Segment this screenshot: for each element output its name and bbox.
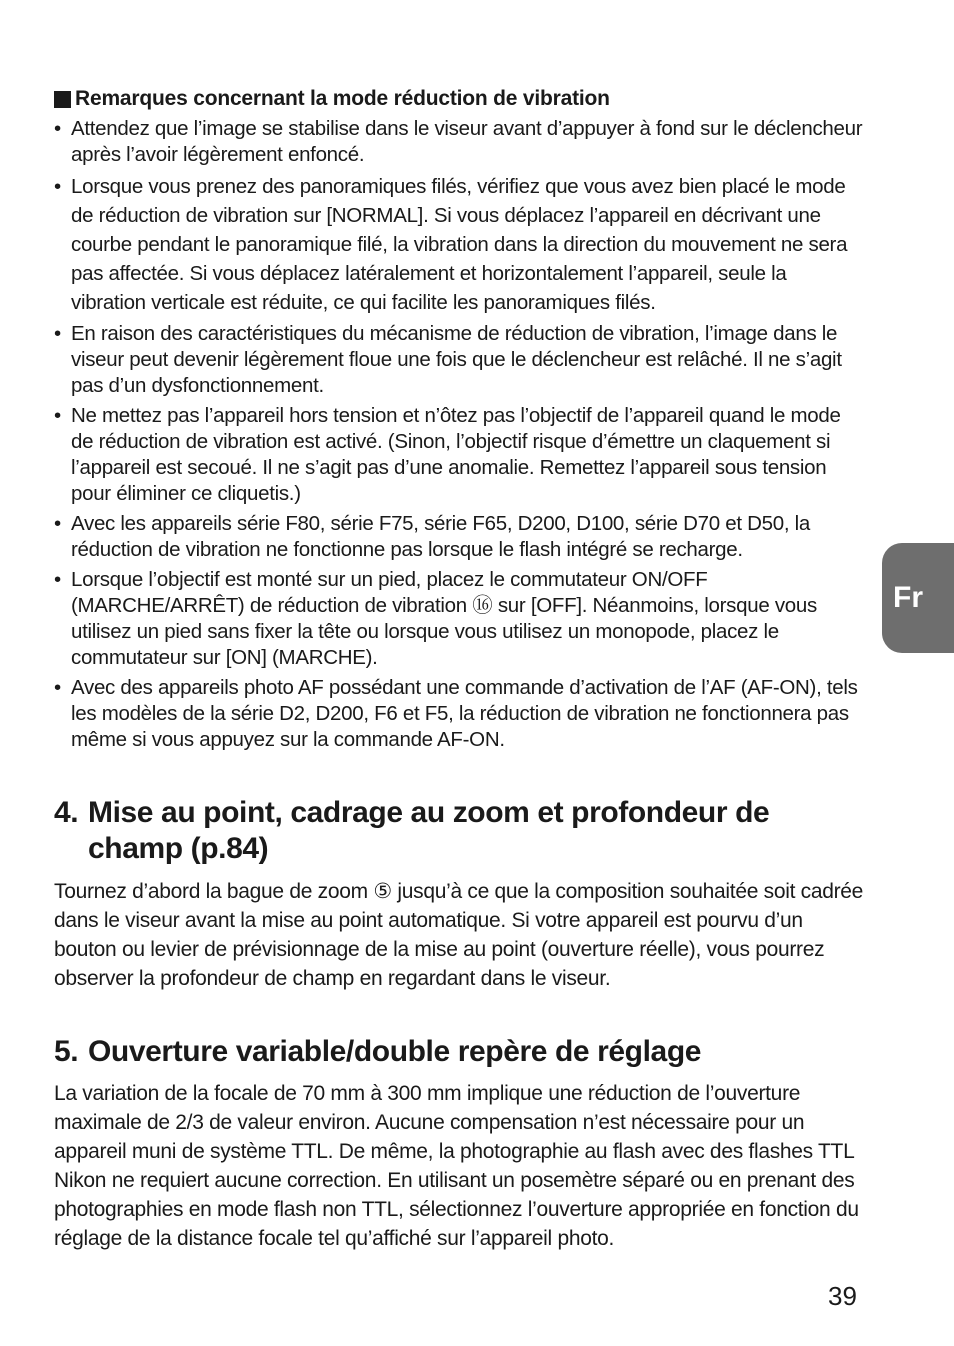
remarks-list — [54, 116, 866, 753]
remarks-item-text: Avec des appareils photo AF possédant une commande d’activation de l’AF (AF-ON), tels les modèles de la série D2, D200, F6 et F5, la réduction de vibration ne fonctionnera pas même si vous appuyez sur la commande AF-ON. — [71, 676, 858, 751]
remarks-item-text: Attendez que l’image se stabilise dans le viseur avant d’appuyer à fond sur le déclencheur après l’avoir légèrement enfoncé. — [71, 117, 863, 166]
section-5-heading — [54, 1034, 866, 1070]
remarks-item — [54, 116, 866, 168]
remarks-item — [54, 403, 866, 507]
remarks-item — [54, 511, 866, 563]
remarks-item-text: Avec les appareils série F80, série F75, série F65, D200, D100, série D70 et D50, la réduction de vibration ne fonctionne pas lorsque le flash intégré se recharge. — [71, 512, 810, 561]
remarks-item — [54, 567, 866, 671]
section-4-body: Tournez d’abord la bague de zoom ⑤ jusqu’à ce que la composition souhaitée soit cadrée dans le viseur avant la mise au point automatique. Si votre appareil est pourvu d’un bouton ou levier de prévisionnage de la mise au point (ouverture réelle), vous pourrez observer la profondeur de champ en regardant dans le viseur. — [54, 880, 864, 990]
section-4-heading — [54, 795, 866, 867]
remarks-item-text: Lorsque vous prenez des panoramiques filés, vérifiez que vous avez bien placé le mode de réduction de vibration sur [NORMAL]. Si vous déplacez l’appareil en décrivant une courbe pendant le panoramique filé, la vibration dans la direction du mouvement ne sera pas affectée. Si vous déplacez latéralement et horizontalement l’appareil, seule la vibration verticale est réduite, ce qui facilite les panoramiques filés. — [71, 175, 848, 314]
remarks-item-text: Lorsque l’objectif est monté sur un pied, placez le commutateur ON/OFF (MARCHE/ARRÊT) de réduction de vibration ⑯ sur [OFF]. Néanmoins, lorsque vous utilisez un pied sans fixer la tête ou lorsque vous utilisez un monopode, placez le commutateur sur [ON] (MARCHE). — [71, 568, 817, 669]
remarks-item-text: Ne mettez pas l’appareil hors tension et n’ôtez pas l’objectif de l’appareil quand le mode de réduction de vibration est activé. (Sinon, l’objectif risque d’émettre un claquement si l’appareil est secoué. Il ne s’agit pas d’une anomalie. Remettez l’appareil sous tension pour éliminer ce cliquetis.) — [71, 404, 841, 505]
remarks-item — [54, 172, 866, 317]
remarks-heading-text: Remarques concernant la mode réduction de vibration — [75, 87, 610, 110]
bullet-dot: • — [54, 322, 61, 345]
section-5-number: 5. — [54, 1035, 79, 1068]
language-tab — [882, 543, 954, 653]
remarks-item — [54, 675, 866, 753]
bullet-dot: • — [54, 512, 61, 535]
section-5-body: La variation de la focale de 70 mm à 300 mm implique une réduction de l’ouverture maximale de 2/3 de valeur environ. Aucune compensation n’est nécessaire pour un appareil muni de système TTL. De même, la photographie au flash avec des flashes TTL Nikon ne requiert aucune correction. En utilisant un posemètre séparé ou en prenant des photographies en mode flash non TTL, sélectionnez l’ouverture appropriée en fonction du réglage de la distance focale tel qu’affiché sur l’appareil photo. — [54, 1082, 859, 1250]
remarks-heading — [54, 86, 866, 112]
section-4-number: 4. — [54, 796, 79, 829]
black-square-icon — [54, 91, 71, 108]
section-4-title-line1: Mise au point, cadrage au zoom et profondeur de — [88, 796, 770, 829]
remarks-item — [54, 321, 866, 399]
bullet-dot: • — [54, 568, 61, 591]
bullet-dot: • — [54, 404, 61, 427]
section-5-title: Ouverture variable/double repère de réglage — [88, 1035, 702, 1068]
section-4-title-line2: champ (p.84) — [88, 832, 269, 865]
bullet-dot: • — [54, 676, 61, 699]
remarks-item-text: En raison des caractéristiques du mécanisme de réduction de vibration, l’image dans le viseur peut devenir légèrement floue une fois que le déclencheur est relâché. Il ne s’agit pas d’un dysfonctionnement. — [71, 322, 842, 397]
page-number: 39 — [828, 1281, 857, 1311]
bullet-dot: • — [54, 117, 61, 140]
page-content — [54, 86, 866, 1253]
language-tab-label: Fr — [893, 581, 923, 614]
bullet-dot: • — [54, 175, 61, 198]
